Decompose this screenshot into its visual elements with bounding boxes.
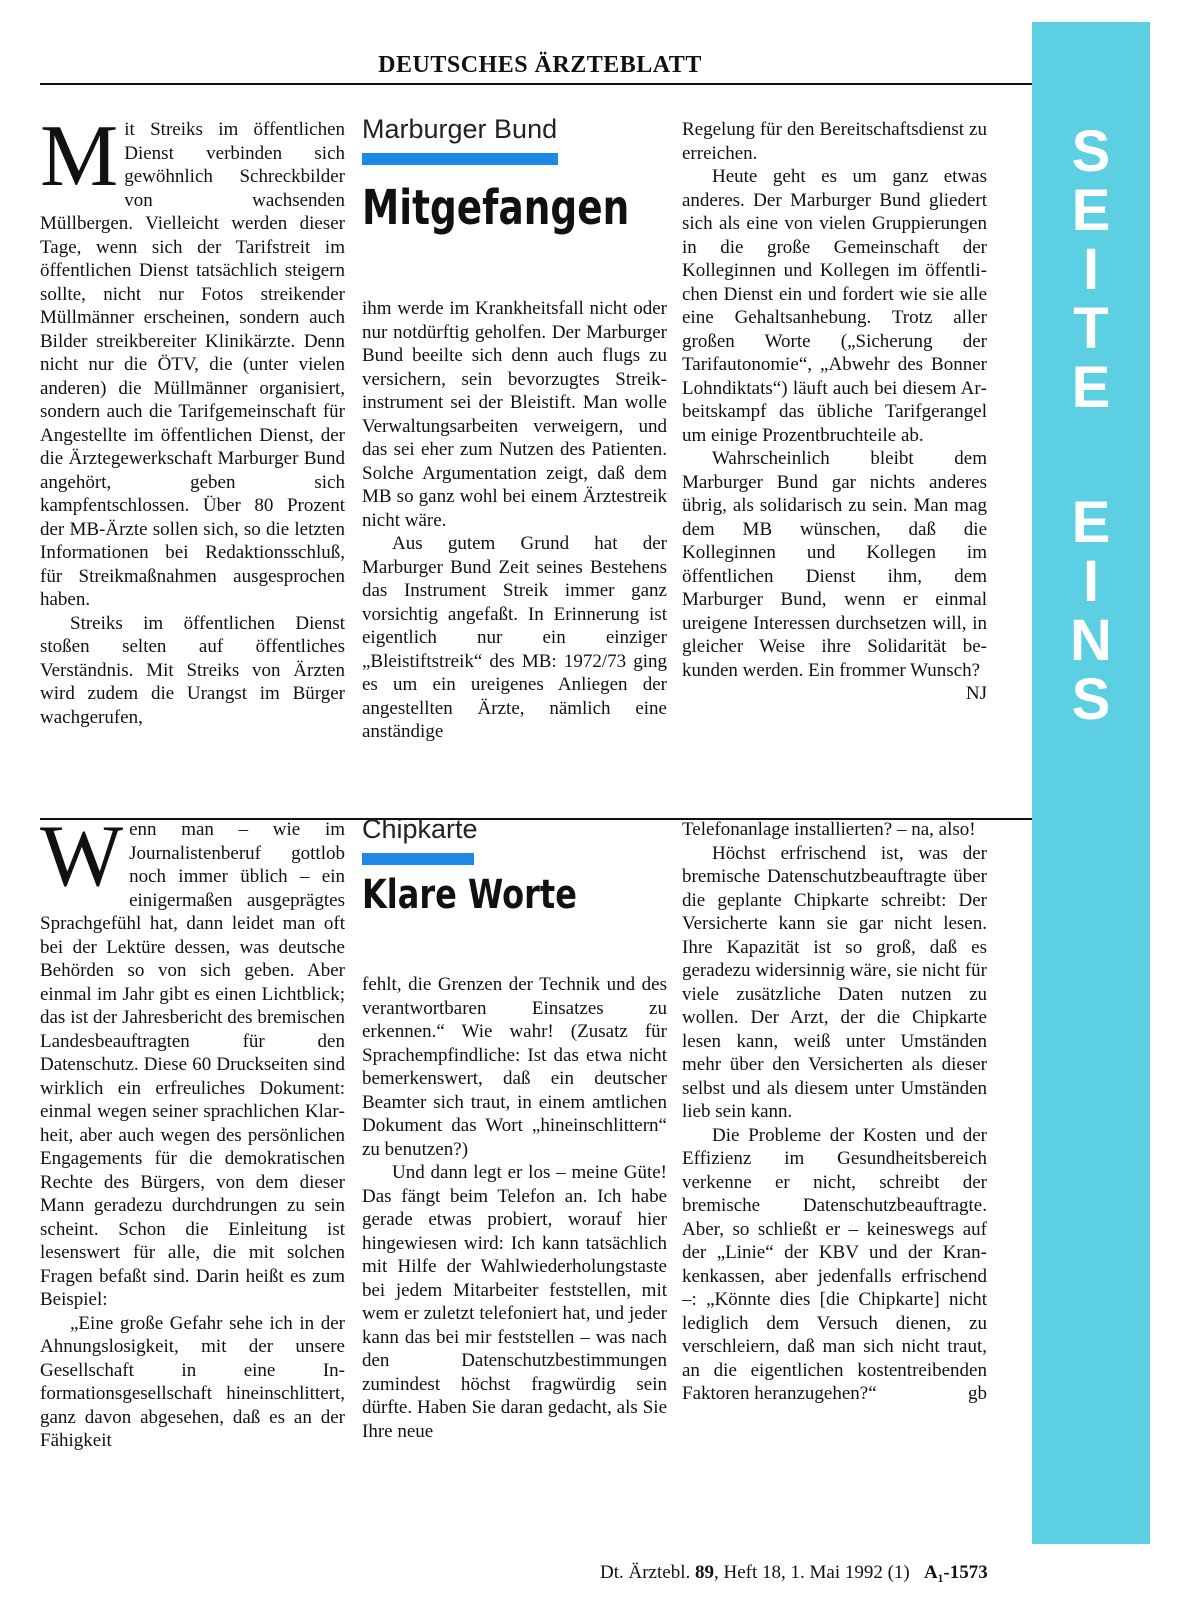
- article2-column-1: [40, 808, 345, 1453]
- article2-col1-p1: enn man – wie im Journalistenberuf gottlob noch immer üblich – ein einigermaßen ausgeprägtes Sprachgefühl hat, dann leidet man oft bei der Lektüre dessen, was deutsche Behörden so von sich geben. Aber einmal im Jahr gibt es einen Lichtblick; das ist der Jahresbericht des bremischen Landesbeauftragten für den Datenschutz. Diese 60 Druckseiten sind wirklich ein erfreuliches Dokument: einmal wegen seiner sprachlichen Klarheit, aber auch wegen des persönlichen Engagements für die demokratischen Rechte des Bürgers, von dem dieser Mann geradezu durchdrungen zu sein scheint. Schon die Einleitung ist lesenswert für alle, die mit solchen Fragen befaßt sind. Darin heißt es zum Beispiel:: [40, 819, 345, 1310]
- article2-signature: gb: [968, 1383, 987, 1404]
- footer-page-number: A₁-1573: [924, 1562, 988, 1583]
- side-letter: E: [1071, 490, 1111, 555]
- article2-headline: Klare Worte: [362, 872, 577, 918]
- article1-col3-p3: Wahrscheinlich bleibt dem Marburger Bund gar nichts anderes übrig, als solidarisch zu sein. Man mag dem MB wünschen, daß die Kolleginnen und Kollegen im öffentlichen Dienst ihm, dem Marburger Bund, wenn er einmal ureigene Interessen durchsetzen will, in gleicher Weise ihre Solidarität bekunden werden. Ein frommer Wunsch?: [682, 448, 987, 681]
- article1-col3-p1: Regelung für den Bereitschaftsdienst zu erreichen.: [682, 119, 987, 164]
- side-letter: I: [1082, 237, 1100, 302]
- article2-col3-p1: Telefonanlage installierten? – na, also!: [682, 819, 976, 840]
- side-letter: T: [1073, 296, 1109, 361]
- page-footer: [600, 1562, 988, 1584]
- side-letter: S: [1071, 119, 1111, 184]
- footer-issue: , Heft 18, 1. Mai 1992 (1): [713, 1562, 910, 1583]
- article1-signature: NJ: [965, 683, 987, 704]
- article2-column-2: [362, 973, 667, 1443]
- side-letter: N: [1070, 608, 1112, 673]
- masthead: DEUTSCHES ÄRZTEBLATT: [378, 52, 702, 78]
- article1-kicker-bar: [362, 153, 558, 165]
- article1-kicker: Marburger Bund: [362, 114, 558, 144]
- seite-eins-label: [1032, 119, 1150, 732]
- dropcap-m: M: [40, 108, 119, 205]
- article2-col2-p1: fehlt, die Grenzen der Technik und des verantwortbaren Einsatzes zu erkennen.“ Wie wahr! (Zusatz für Sprachempfindliche: Ist das etwa nicht bemerkenswert, daß ein deutscher Beamter sich traut, in einem amtlichen Dokument das Wort „hineinschlittern“ zu benutzen?): [362, 974, 667, 1160]
- article2-col3-p2: Höchst erfrischend ist, was der bremische Datenschutzbeauftragte über die geplante Chipkarte schreibt: Der Versicherte kann sie gar nicht lesen. Ihre Kapazität ist so groß, daß es geradezu widersinnig wäre, sie nicht für viele zusätzliche Daten nutzen zu wollen. Der Arzt, der die Chipkarte lesen kann, weiß unter Umständen mehr über den Versicherten als dieser selbst und als diesem unter Umständen lieb sein kann.: [682, 842, 987, 1122]
- article2-col2-p2: Und dann legt er los – meine Güte! Das fängt beim Telefon an. Ich habe gerade etwas probiert, worauf hier hingewiesen wird: Ich kann tatsächlich mit Hilfe der Wahlwiederholungstaste bei jedem Mitarbeiter feststellen, mit wem er zuletzt telefoniert hat, und jeder kann das bei mir feststellen – was nach den Datenschutzbestimmungen zumindest höchst fragwürdig sein dürfte. Haben Sie daran gedacht, als Sie Ihre neue: [362, 1162, 667, 1442]
- article2-kicker: Chipkarte: [362, 814, 478, 844]
- article1-headline: Mitgefangen: [362, 180, 630, 236]
- article1-column-3: [682, 118, 987, 706]
- article2-kicker-bar: [362, 853, 474, 865]
- seite-eins-band: [1032, 22, 1150, 1544]
- article1-col2-p2: Aus gutem Grund hat der Marburger Bund Zeit seines Bestehens das Instrument Streik immer ganz vorsichtig angefaßt. In Erinnerung ist eigentlich nur ein einziger „Bleistiftstreik“ des MB: 1972/73 ging es um ein ureigenes Anliegen der angestellten Ärzte, nämlich eine anständige: [362, 533, 667, 742]
- article2-column-3: [682, 818, 987, 1406]
- top-rule: [40, 83, 1040, 85]
- article1-col1-p2: Streiks im öffentlichen Dienst stoßen selten auf öffentliches Verständnis. Mit Streiks von Ärzten wird zudem die Urangst im Bürger wachgerufen,: [40, 612, 345, 728]
- footer-journal: Dt. Ärztebl.: [600, 1562, 691, 1583]
- side-letter: E: [1071, 355, 1111, 420]
- footer-volume: 89: [694, 1562, 714, 1583]
- side-letter: S: [1071, 667, 1111, 732]
- article2-col1-p2: „Eine große Gefahr sehe ich in der Ahnungslosigkeit, mit der unsere Gesellschaft in eine Informationsgesellschaft hineinschlittert, ganz davon abgesehen, daß es an der Fähigkeit: [40, 1312, 345, 1451]
- side-letter: E: [1071, 178, 1111, 243]
- article1-col1-p1: it Streiks im öffentlichen Dienst verbinden sich gewöhnlich Schreckbilder von wachsenden Müllbergen. Vielleicht werden dieser Tage, wenn sich der Tarifstreit im öffentlichen Dienst tatsächlich steigern sollte, nicht nur Fotos streikender Müllmänner erscheinen, sondern auch Bilder streikbereiter Klinikärzte. Denn nicht nur die ÖTV, die (unter vielen anderen) die Müllmänner organisiert, sondern auch die Tarifgemeinschaft für Angestellte im öffentlichen Dienst, der die Ärztegewerkschaft Marburger Bund angehört, geben sich kampfentschlossen. Über 80 Prozent der MB-Ärzte sollen sich, so die letzten Informationen bei Redaktionsschluß, für Streikmaßnahmen ausgesprochen haben.: [40, 119, 345, 610]
- side-letter: I: [1082, 549, 1100, 614]
- article1-col3-p2: Heute geht es um ganz etwas anderes. Der Marburger Bund gliedert sich als eine von vielen Gruppierungen in die große Gemeinschaft der Kolleginnen und Kollegen im öffentlichen Dienst ein und fordert wie sie alle eine Gehaltsanhebung. Trotz aller großen Worte („Sicherung der Tarifautonomie“, „Abwehr des Bonner Lohndiktats“) läuft auch bei diesem Arbeitskampf das übliche Tarifgerangel um einige Prozentbruchteile ab.: [682, 166, 987, 446]
- dropcap-w: W: [40, 808, 124, 905]
- article1-col2-p1: ihm werde im Krankheitsfall nicht oder nur notdürftig geholfen. Der Marburger Bund beeilte sich denn auch flugs zu versichern, sein bevorzugtes Streikinstrument sei der Bleistift. Man wolle Verwaltungsarbeiten verweigern, und das sei eher zum Nutzen des Patienten. Solche Argumentation zeigt, daß dem MB so ganz wohl bei einem Ärztestreik nicht wäre.: [362, 298, 667, 531]
- article2-col3-p3: Die Probleme der Kosten und der Effizienz im Gesundheitsbereich verkenne er nicht, schreibt der bremische Datenschutzbeauftragte. Aber, so schließt er – keineswegs auf der „Linie“ der KBV und der Krankenkassen, aber jedenfalls erfrischend –: „Könnte dies [die Chipkarte] nicht lediglich dem Versuch dienen, zu verschleiern, daß man sich nicht traut, an die eigentlichen kostentreibenden Faktoren heranzugehen?“: [682, 1124, 987, 1404]
- article1-column-1: [40, 108, 345, 729]
- article1-column-2: [362, 297, 667, 744]
